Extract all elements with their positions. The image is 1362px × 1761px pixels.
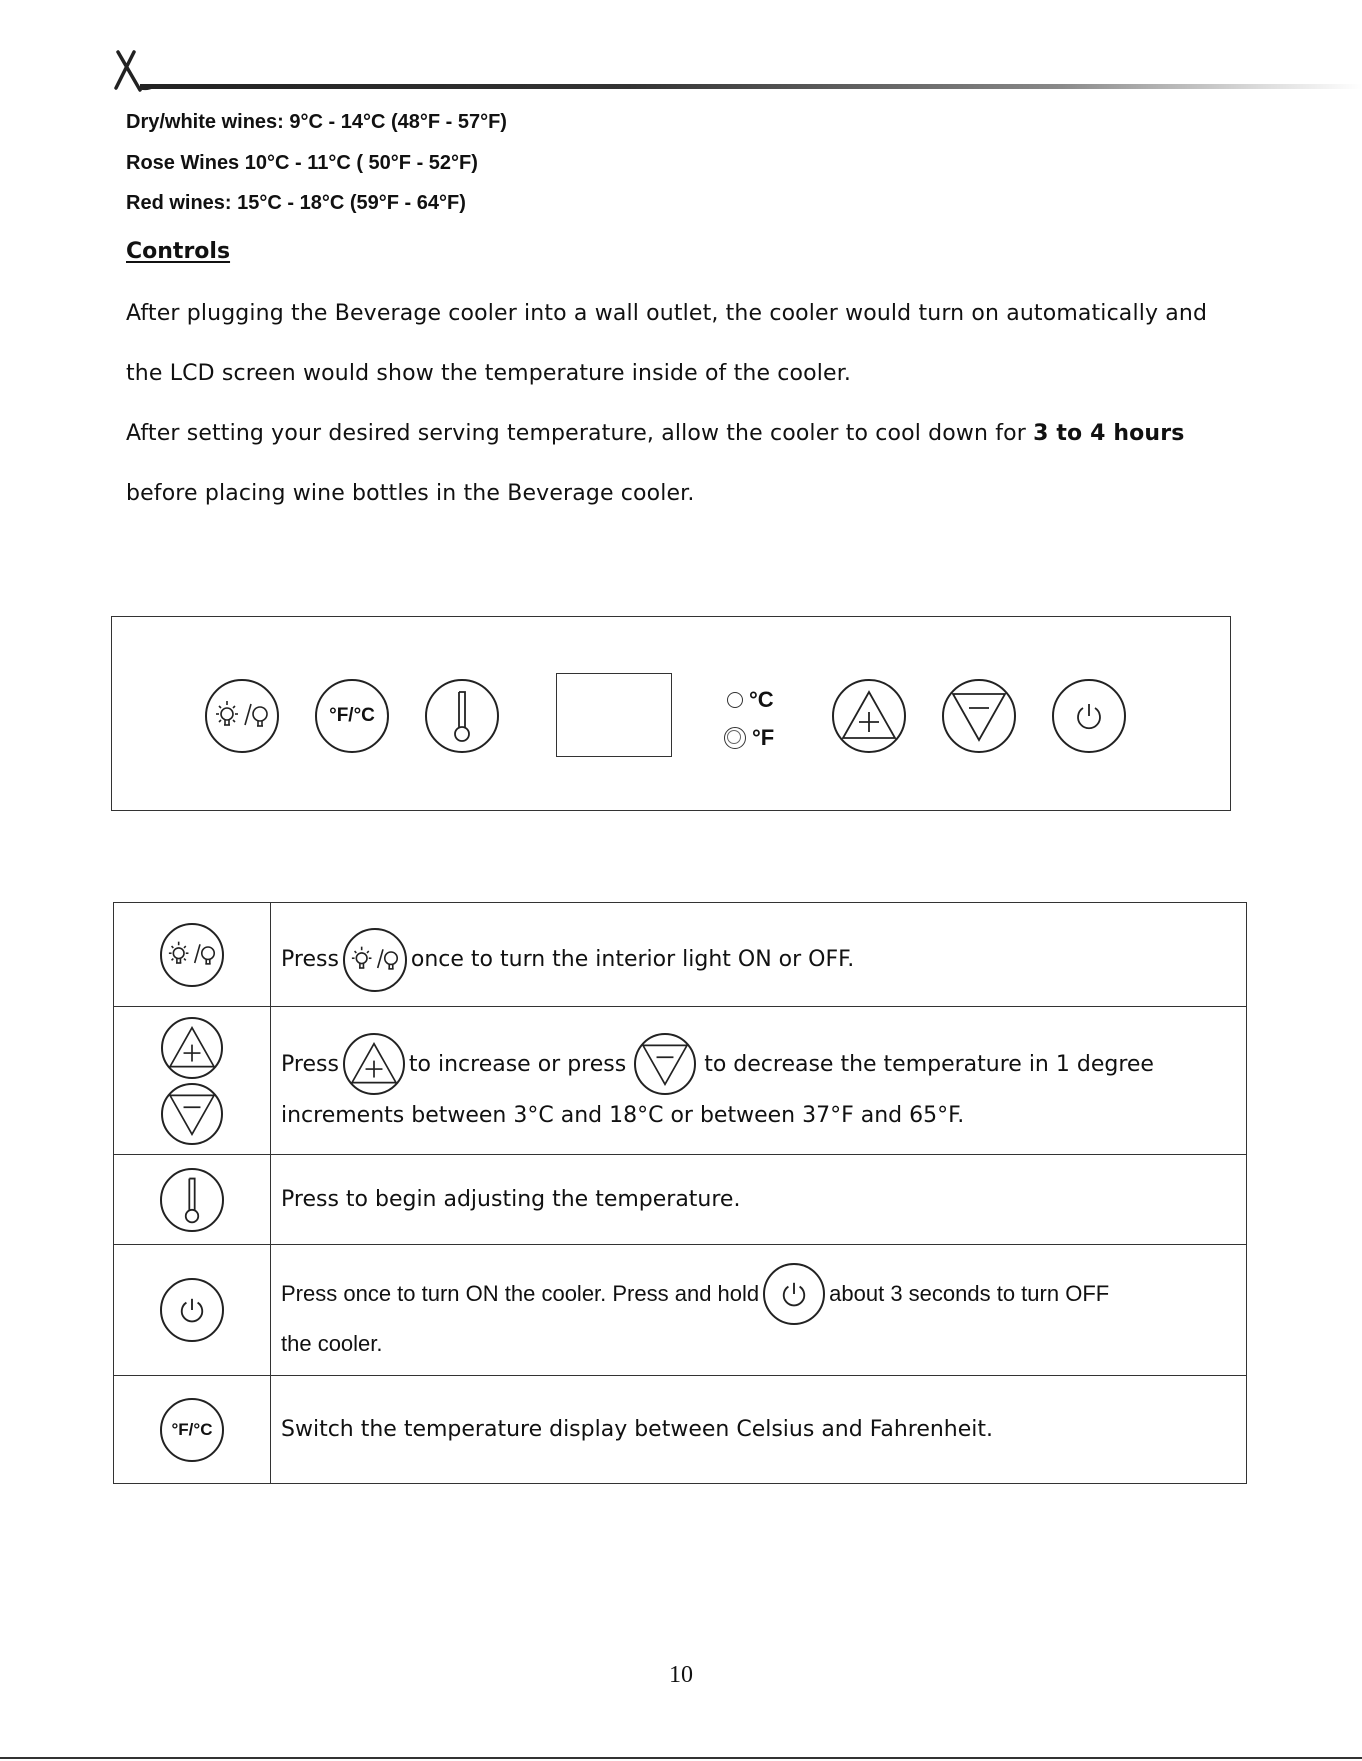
light-description-cell <box>271 903 1247 1007</box>
power-text-b: about 3 seconds to turn OFF <box>829 1281 1110 1306</box>
power-icon <box>1074 701 1104 731</box>
decrease-button-icon <box>161 1083 223 1145</box>
light-icon-cell <box>114 903 271 1007</box>
table-row-unit <box>114 1376 1247 1484</box>
unit-toggle-icon <box>160 1398 224 1462</box>
power-button-icon <box>160 1278 224 1342</box>
table-row-power <box>114 1245 1247 1376</box>
paragraph-2-text: After setting your desired serving temperature, allow the cooler to cool down for <box>126 421 1034 446</box>
light-toggle-icon <box>348 944 402 976</box>
thermometer-icon <box>181 1175 203 1225</box>
paragraph-2-line-2: before placing wine bottles in the Beverage cooler. <box>126 481 695 506</box>
celsius-label: °C <box>749 687 774 712</box>
thermometer-description-cell <box>271 1155 1247 1245</box>
page-number: 10 <box>669 1662 693 1688</box>
control-panel-diagram <box>111 616 1231 811</box>
inline-decrease-icon <box>634 1033 696 1095</box>
power-text-a: Press once to turn ON the cooler. Press and hold <box>281 1281 760 1306</box>
fahrenheit-led <box>724 727 746 749</box>
celsius-led <box>727 692 743 708</box>
thermometer-description: Press to begin adjusting the temperature. <box>281 1187 741 1212</box>
down-triangle-minus-icon <box>168 1092 216 1136</box>
up-triangle-plus-icon <box>168 1026 216 1070</box>
power-icon-cell <box>114 1245 271 1376</box>
header-rule <box>140 84 1362 89</box>
updown-mid-text: to increase or press <box>408 1051 627 1077</box>
unit-icon-cell <box>114 1376 271 1484</box>
light-toggle-icon <box>212 698 272 734</box>
unit-toggle-button[interactable] <box>315 679 389 753</box>
power-description-cell <box>271 1245 1247 1376</box>
thermometer-icon-cell <box>114 1155 271 1245</box>
power-text-line2: the cooler. <box>281 1331 383 1356</box>
thermometer-icon <box>450 688 474 744</box>
unit-description: Switch the temperature display between Celsius and Fahrenheit. <box>281 1417 994 1442</box>
table-row-light <box>114 903 1247 1007</box>
unit-description-cell <box>271 1376 1247 1484</box>
section-title: Controls <box>126 239 231 264</box>
decrease-button[interactable] <box>942 679 1016 753</box>
power-icon <box>178 1296 206 1324</box>
table-row-thermometer <box>114 1155 1247 1245</box>
cooldown-duration: 3 to 4 hours <box>1033 421 1185 446</box>
light-description: once to turn the interior light ON or OFF. <box>410 947 855 972</box>
inline-light-icon <box>343 928 407 992</box>
down-triangle-minus-icon <box>951 690 1007 742</box>
inline-power-icon <box>763 1263 825 1325</box>
fahrenheit-indicator <box>724 725 774 751</box>
power-button[interactable] <box>1052 679 1126 753</box>
updown-range-text: increments between 3°C and 18°C or between 37°F and 65°F. <box>281 1103 965 1128</box>
down-triangle-minus-icon <box>641 1042 689 1086</box>
up-triangle-plus-icon <box>350 1042 398 1086</box>
unit-toggle-label: °F/°C <box>329 705 375 726</box>
up-triangle-plus-icon <box>841 690 897 742</box>
wine-temp-red: Red wines: 15°C - 18°C (59°F - 64°F) <box>126 192 466 214</box>
table-row-updown <box>114 1007 1247 1155</box>
increase-button-icon <box>161 1017 223 1079</box>
thermometer-button[interactable] <box>425 679 499 753</box>
light-button[interactable] <box>205 679 279 753</box>
updown-end-text: to decrease the temperature in 1 degree <box>704 1051 1154 1077</box>
lcd-display <box>556 673 672 757</box>
controls-table <box>113 902 1247 1484</box>
press-text: Press <box>281 947 339 972</box>
celsius-indicator <box>727 687 774 713</box>
light-button-icon <box>160 923 224 987</box>
paragraph-1-line-1: After plugging the Beverage cooler into a wall outlet, the cooler would turn on automatically and <box>126 301 1208 326</box>
bottom-rule <box>0 1757 1362 1759</box>
increase-button[interactable] <box>832 679 906 753</box>
power-icon <box>780 1280 808 1308</box>
paragraph-1-line-2: the LCD screen would show the temperature inside of the cooler. <box>126 361 852 386</box>
light-toggle-icon <box>165 939 219 971</box>
paragraph-2-line-1 <box>126 421 1185 446</box>
fahrenheit-label: °F <box>752 725 775 750</box>
updown-icon-cell <box>114 1007 271 1155</box>
updown-description-cell <box>271 1007 1247 1155</box>
press-text: Press <box>281 1051 339 1077</box>
inline-increase-icon <box>343 1033 405 1095</box>
wine-temp-white: Dry/white wines: 9°C - 14°C (48°F - 57°F) <box>126 111 507 133</box>
unit-toggle-label: °F/°C <box>171 1419 213 1439</box>
thermometer-button-icon <box>160 1168 224 1232</box>
wine-temp-rose: Rose Wines 10°C - 11°C ( 50°F - 52°F) <box>126 152 478 174</box>
